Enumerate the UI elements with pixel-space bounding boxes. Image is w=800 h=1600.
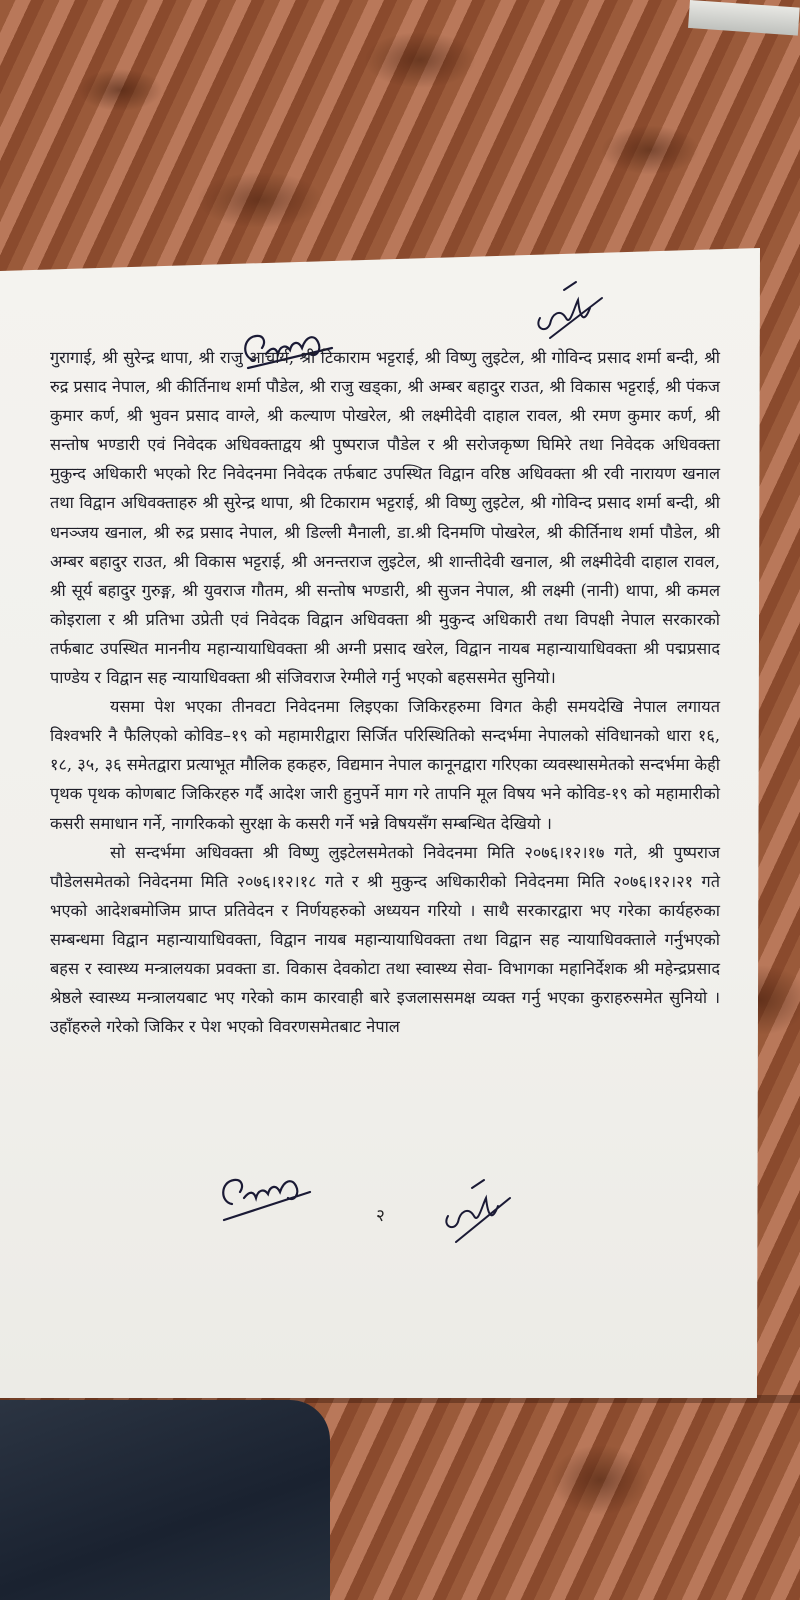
paragraph-1: गुरागाई, श्री सुरेन्द्र थापा, श्री राजु आचार्य, श्री टिकाराम भट्टराई, श्री विष्णु लुइटेल, श्री गोविन्द प्रसाद शर्मा बन्दी, श्री रुद्र प्रसाद नेपाल, श्री कीर्तिनाथ शर्मा पौडेल, श्री राजु खड्का, श्री अम्बर बहादुर राउत, श्री विकास भट्टराई, श्री पंकज कुमार कर्ण, श्री भुवन प्रसाद वाग्ले, श्री कल्याण पोखरेल, श्री लक्ष्मीदेवी दाहाल रावल, श्री रमण कुमार कर्ण, श्री सन्तोष भण्डारी एवं निवेदक अधिवक्ताद्वय श्री पुष्पराज पौडेल र श्री सरोजकृष्ण घिमिरे तथा निवेदक अधिवक्ता मुकुन्द अधिकारी भएको रिट निवेदनमा निवेदक तर्फबाट उपस्थित विद्वान वरिष्ठ अधिवक्ता श्री रवी नारायण खनाल तथा विद्वान अधिवक्ताहरु श्री सुरेन्द्र थापा, श्री टिकाराम भट्टराई, श्री विष्णु लुइटेल, श्री गोविन्द प्रसाद शर्मा बन्दी, श्री धनञ्जय खनाल, श्री रुद्र प्रसाद नेपाल, श्री डिल्ली मैनाली, डा.श्री दिनमणि पोखरेल, श्री कीर्तिनाथ शर्मा पौडेल, श्री अम्बर बहादुर राउत, श्री विकास भट्टराई, श्री अनन्तराज लुइटेल, श्री शान्तीदेवी खनाल, श्री लक्ष्मीदेवी दाहाल रावल, श्री सूर्य बहादुर गुरुङ्ग, श्री युवराज गौतम, श्री सन्तोष भण्डारी, श्री सुजन नेपाल, श्री लक्ष्मी (नानी) थापा, श्री कमल कोइराला र श्री प्रतिभा उप्रेती एवं निवेदक विद्वान अधिवक्ता श्री मुकुन्द अधिकारी तथा विपक्षी नेपाल सरकारको तर्फबाट उपस्थित माननीय महान्यायाधिवक्ता श्री अग्नी प्रसाद खरेल, विद्वान नायब महान्यायाधिवक्ता श्री पद्मप्रसाद पाण्डेय र विद्वान सह न्यायाधिवक्ता श्री संजिवराज रेग्मीले गर्नु भएको बहससमेत सुनियो। <box>50 348 720 688</box>
signature-bottom-left <box>214 1158 324 1228</box>
signature-bottom-right <box>430 1172 520 1252</box>
page-number: २ <box>376 1206 385 1226</box>
paragraph-3: सो सन्दर्भमा अधिवक्ता श्री विष्णु लुइटेलसमेतको निवेदनमा मिति २०७६।१२।१७ गते, श्री पुष्पराज पौडेलसमेतको निवेदनमा मिति २०७६।१२।१८ गते र श्री मुकुन्द अधिकारीको निवेदनमा मिति २०७६।१२।२१ गते भएको आदेशबमोजिम प्राप्त प्रतिवेदन र निर्णयहरुको अध्ययन गरियो । साथै सरकारद्वारा भए गरेका कार्यहरुका सम्बन्धमा विद्वान महान्यायाधिवक्ता, विद्वान नायब महान्यायाधिवक्ता तथा विद्वान सह न्यायाधिवक्ताले गर्नुभएको बहस र स्वास्थ्य मन्त्रालयका प्रवक्ता डा. विकास देवकोटा तथा स्वास्थ्य सेवा- विभागका महानिर्देशक श्री महेन्द्रप्रसाद श्रेष्ठले स्वास्थ्य मन्त्रालयबाट भए गरेको काम कारवाही बारे इजलाससमक्ष व्यक्त गर्नु भएका कुराहरुसमेत सुनियो । उहाँहरुले गरेको जिकिर र पेश भएको विवरणसमेतबाट नेपाल <box>50 842 720 1037</box>
fabric-corner <box>0 1400 330 1600</box>
signature-top-right <box>520 278 610 348</box>
document-body <box>50 343 720 1041</box>
background-paper-corner <box>688 0 800 36</box>
paragraph-2: यसमा पेश भएका तीनवटा निवेदनमा लिइएका जिकिरहरुमा विगत केही समयदेखि नेपाल लगायत विश्वभरि नै फैलिएको कोविड–१९ को महामारीद्वारा सिर्जित परिस्थितिको सन्दर्भमा नेपालको संविधानको धारा १६, १८, ३५, ३६ समेतद्वारा प्रत्याभूत मौलिक हकहरु, विद्यमान नेपाल कानूनद्वारा गरिएका व्यवस्थासमेतको सन्दर्भमा केही पृथक पृथक कोणबाट जिकिरहरु गर्दै आदेश जारी हुनुपर्ने माग गरे तापनि मूल विषय भने कोविड-१९ को महामारीको कसरी समाधान गर्ने, नागरिकको सुरक्षा के कसरी गर्ने भन्ने विषयसँग सम्बन्धित देखियो । <box>50 697 720 833</box>
